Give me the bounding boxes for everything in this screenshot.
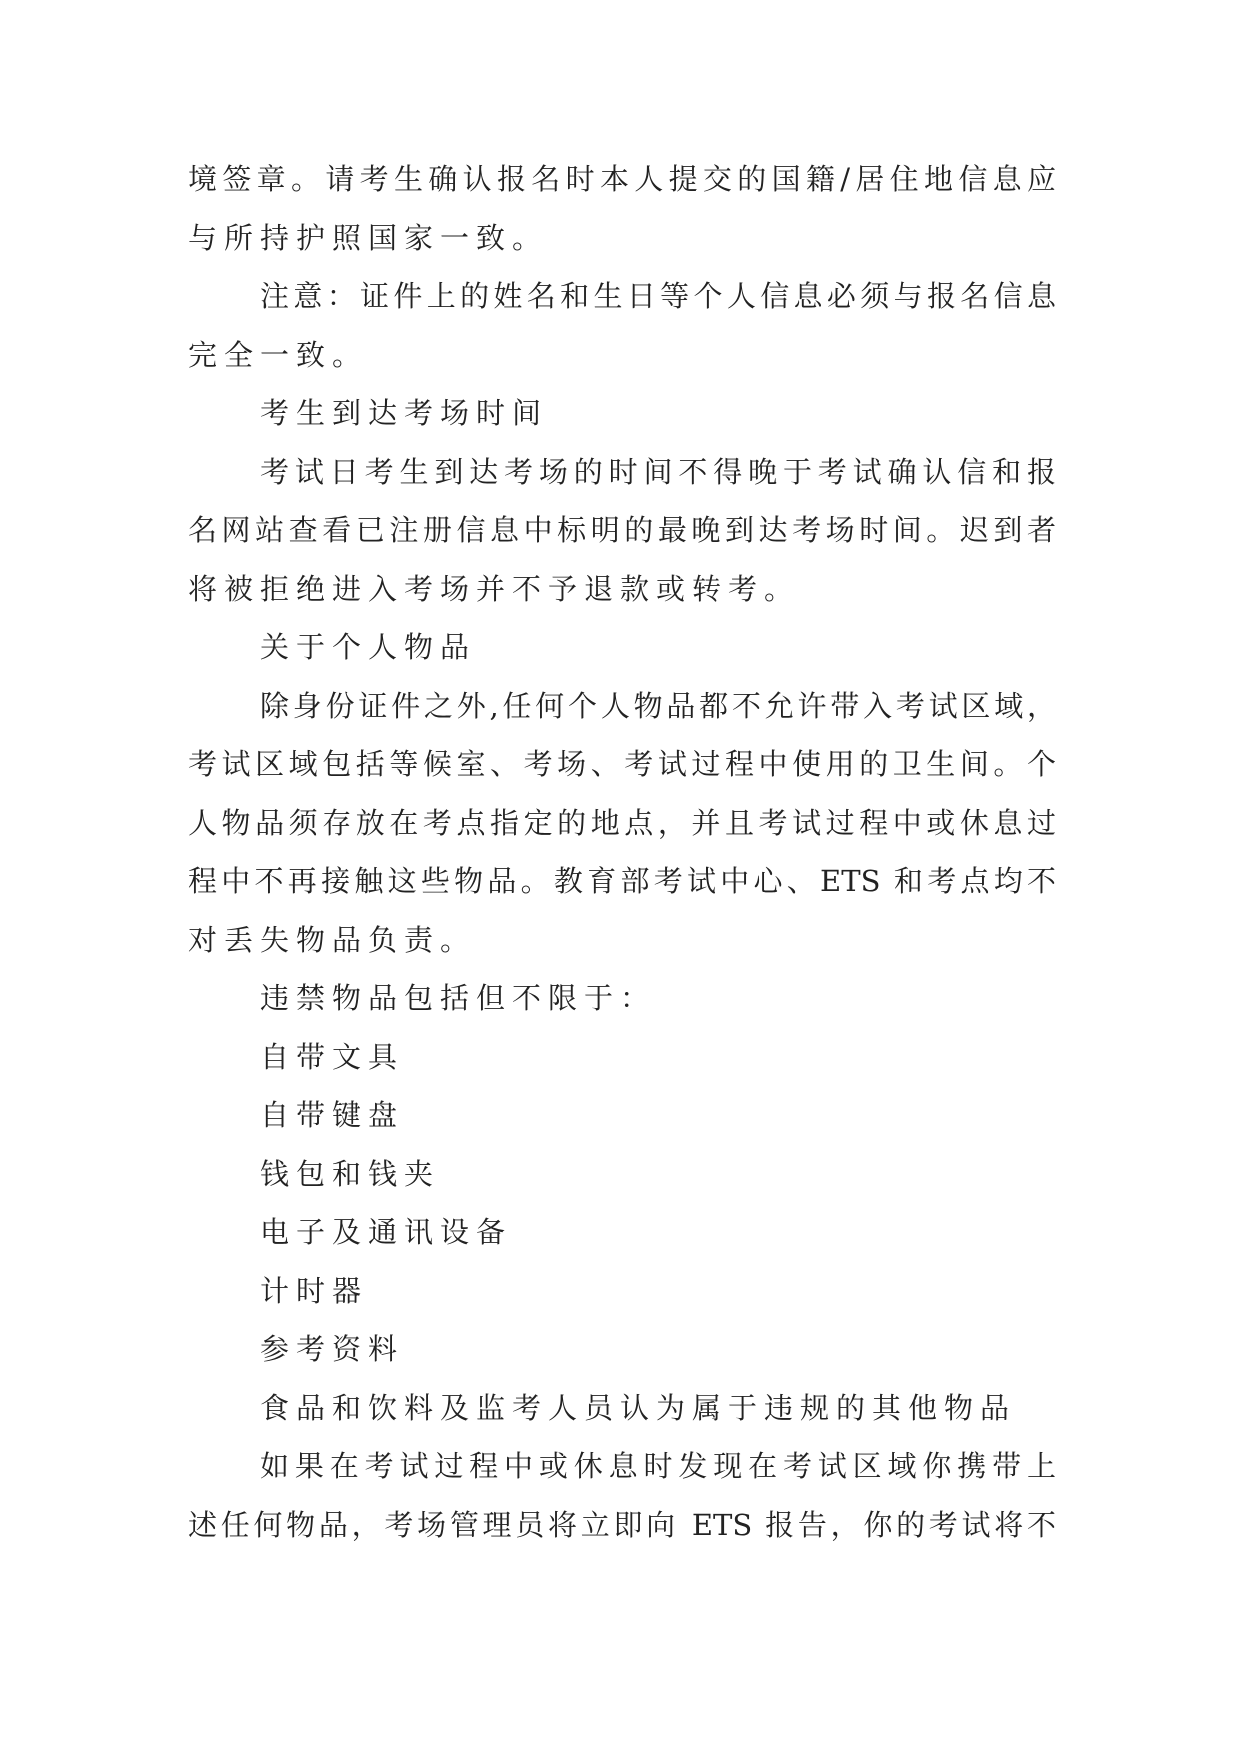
- list-item: 钱包和钱夹: [260, 1156, 441, 1191]
- paragraph-line: 名网站查看已注册信息中标明的最晚到达考场时间。迟到者: [188, 513, 1056, 547]
- paragraph-line: 与所持护照国家一致。: [188, 220, 549, 255]
- document-body: [188, 150, 1056, 1554]
- list-item: 食品和饮料及监考人员认为属于违规的其他物品: [260, 1390, 1017, 1425]
- list-item: 自带键盘: [260, 1098, 405, 1132]
- paragraph-line: 程中不再接触这些物品。教育部考试中心、ETS 和考点均不: [188, 864, 1056, 898]
- paragraph-line: 境签章。请考生确认报名时本人提交的国籍/居住地信息应: [188, 162, 1056, 196]
- paragraph-line: 注意：证件上的姓名和生日等个人信息必须与报名信息: [260, 279, 1056, 313]
- list-intro: 违禁物品包括但不限于：: [260, 981, 657, 1015]
- list-item: 电子及通讯设备: [260, 1215, 513, 1249]
- section-heading: 关于个人物品: [260, 630, 477, 664]
- paragraph-line: 述任何物品，考场管理员将立即向 ETS 报告，你的考试将不: [188, 1507, 1056, 1542]
- paragraph-line: 对丢失物品负责。: [188, 922, 477, 957]
- paragraph-line: 考试日考生到达考场的时间不得晚于考试确认信和报: [260, 454, 1056, 489]
- paragraph-line: 完全一致。: [188, 337, 369, 372]
- list-item: 自带文具: [260, 1039, 405, 1074]
- paragraph-line: 考试区域包括等候室、考场、考试过程中使用的卫生间。个: [188, 747, 1056, 781]
- paragraph-line: 除身份证件之外,任何个人物品都不允许带入考试区域，: [260, 688, 1056, 723]
- paragraph-line: 人物品须存放在考点指定的地点，并且考试过程中或休息过: [188, 805, 1056, 840]
- list-item: 计时器: [260, 1273, 369, 1308]
- section-heading: 考生到达考场时间: [260, 396, 549, 430]
- paragraph-line: 如果在考试过程中或休息时发现在考试区域你携带上: [260, 1449, 1056, 1483]
- paragraph-line: 将被拒绝进入考场并不予退款或转考。: [188, 571, 801, 606]
- list-item: 参考资料: [260, 1332, 405, 1366]
